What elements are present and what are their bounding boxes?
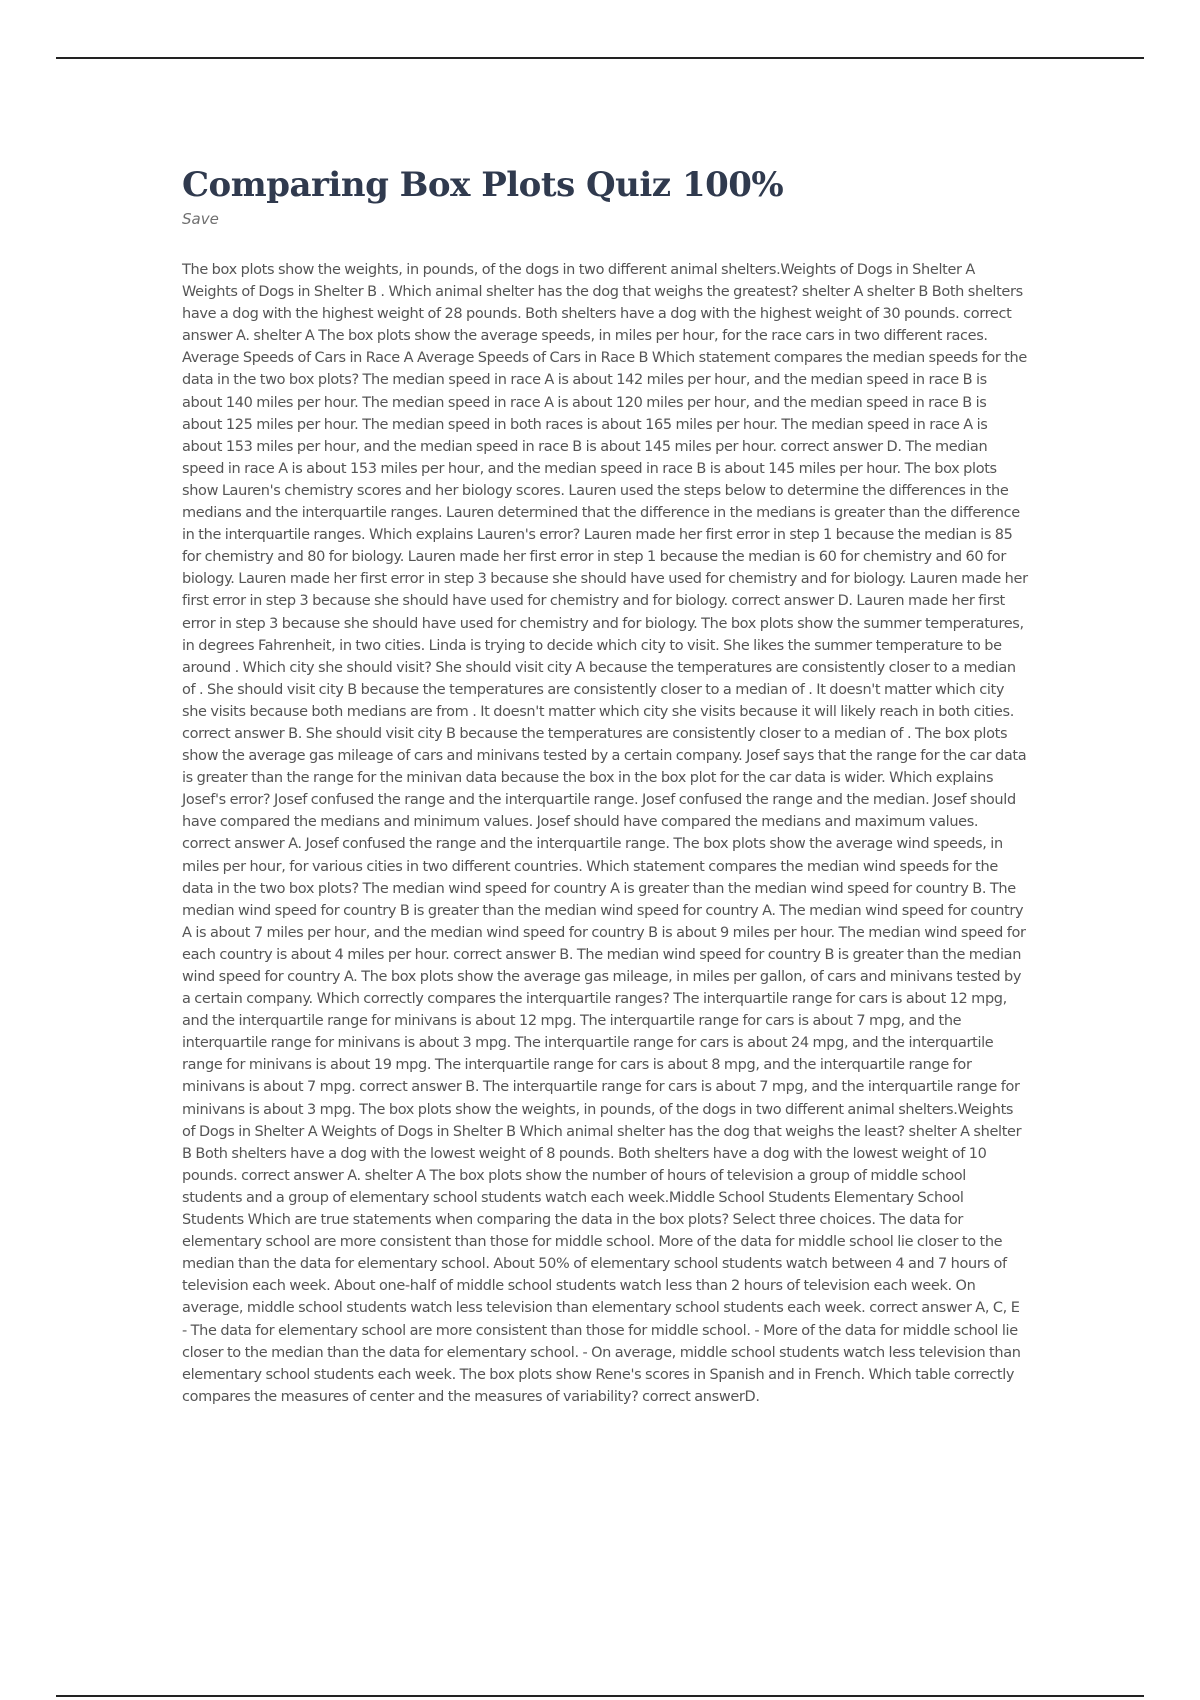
quiz-body-text: The box plots show the weights, in pounds, of the dogs in two different animal shelters.Weights of Dogs in Shelter A Weights of Dogs in Shelter B . Which animal shelter has the dog that weighs the greatest? shelter A shelter B Both shelters have a dog with the highest weight of 28 pounds. Both shelters have a dog with the highest weight of 30 pounds. correct answer A. shelter A The box plots show the average speeds, in miles per hour, for the race cars in two different races. Average Speeds of Cars in Race A Average Speeds of Cars in Race B Which statement compares the median speeds for the data in the two box plots? The median speed in race A is about 142 miles per hour, and the median speed in race B is about 140 miles per hour. The median speed in race A is about 120 miles per hour, and the median speed in race B is about 125 miles per hour. The median speed in both races is about 165 miles per hour. The median speed in race A is about 153 miles per hour, and the median speed in race B is about 145 miles per hour. correct answer D. The median speed in race A is about 153 miles per hour, and the median speed in race B is about 145 miles per hour. The box plots show Lauren's chemistry scores and her biology scores. Lauren used the steps below to determine the differences in the medians and the interquartile ranges. Lauren determined that the difference in the medians is greater than the difference in the interquartile ranges. Which explains Lauren's error? Lauren made her first error in step 1 because the median is 85 for chemistry and 80 for biology. Lauren made her first error in step 1 because the median is 60 for chemistry and 60 for biology. Lauren made her first error in step 3 because she should have used for chemistry and for biology. Lauren made her first error in step 3 because she should have used for chemistry and for biology. correct answer D. Lauren made her first error in step 3 because she should have used for chemistry and for biology. The box plots show the summer temperatures, in degrees Fahrenheit, in two cities. Linda is trying to decide which city to visit. She likes the summer temperature to be around . Which city she should visit? She should visit city A because the temperatures are consistently closer to a median of . She should visit city B because the temperatures are consistently closer to a median of . It doesn't matter which city she visits because both medians are from . It doesn't matter which city she visits because it will likely reach in both cities. correct answer B. She should visit city B because the temperatures are consistently closer to a median of . The box plots show the average gas mileage of cars and minivans tested by a certain company. Josef says that the range for the car data is greater than the range for the minivan data because the box in the box plot for the car data is wider. Which explains Josef's error? Josef confused the range and the interquartile range. Josef confused the range and the median. Josef should have compared the medians and minimum values. Josef should have compared the medians and maximum values. correct answer A. Josef confused the range and the interquartile range. The box plots show the average wind speeds, in miles per hour, for various cities in two different countries. Which statement compares the median wind speeds for the data in the two box plots? The median wind speed for country A is greater than the median wind speed for country B. The median wind speed for country B is greater than the median wind speed for country A. The median wind speed for country A is about 7 miles per hour, and the median wind speed for country B is about 9 miles per hour. The median wind speed for each country is about 4 miles per hour. correct answer B. The median wind speed for country B is greater than the median wind speed for country A. The box plots show the average gas mileage, in miles per gallon, of cars and minivans tested by a certain company. Which correctly compares the interquartile ranges? The interquartile range for cars is about 12 mpg, and the interquartile range for minivans is about 12 mpg. The interquartile range for cars is about 7 mpg, and the interquartile range for minivans is about 3 mpg. The interquartile range for cars is about 24 mpg, and the interquartile range for minivans is about 19 mpg. The interquartile range for cars is about 8 mpg, and the interquartile range for minivans is about 7 mpg. correct answer B. The interquartile range for cars is about 7 mpg, and the interquartile range for minivans is about 3 mpg. The box plots show the weights, in pounds, of the dogs in two different animal shelters.Weights of Dogs in Shelter A Weights of Dogs in Shelter B Which animal shelter has the dog that weighs the least? shelter A shelter B Both shelters have a dog with the lowest weight of 8 pounds. Both shelters have a dog with the lowest weight of 10 pounds. correct answer A. shelter A The box plots show the number of hours of television a group of middle school students and a group of elementary school students watch each week.Middle School Students Elementary School Students Which are true statements when comparing the data in the box plots? Select three choices. The data for elementary school are more consistent than those for middle school. More of the data for middle school lie closer to the median than the data for elementary school. About 50% of elementary school students watch between 4 and 7 hours of television each week. About one-half of middle school students watch less than 2 hours of television each week. On average, middle school students watch less television than elementary school students each week. correct answer A, C, E - The data for elementary school are more consistent than those for middle school. - More of the data for middle school lie closer to the median than the data for elementary school. - On average, middle school students watch less television than elementary school students each week. The box plots show Rene's scores in Spanish and in French. Which table correctly compares the measures of center and the measures of variability? correct answerD. xyxy=(182,262,1028,1405)
page-title: Comparing Box Plots Quiz 100% xyxy=(182,165,784,205)
document-content xyxy=(182,163,1028,1408)
bottom-divider xyxy=(56,1695,1144,1697)
top-divider xyxy=(56,57,1144,59)
save-link[interactable]: Save xyxy=(182,210,219,228)
